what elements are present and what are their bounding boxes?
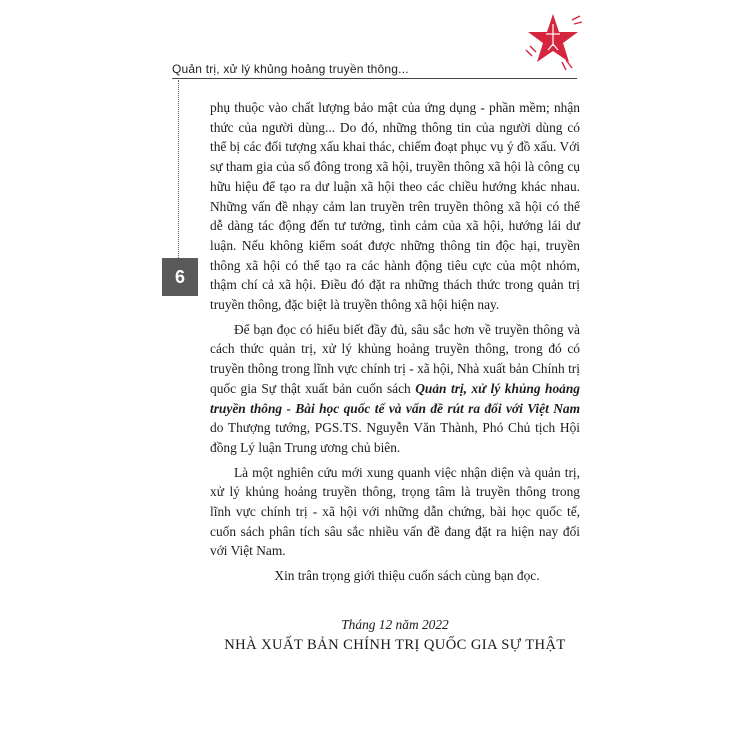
paragraph-2-outro: do Thượng tướng, PGS.TS. Nguyễn Văn Thành, Phó Chủ tịch Hội đồng Lý luận Trung ương chủ biên. [210,420,580,455]
paragraph-3: Là một nghiên cứu mới xung quanh việc nhận diện và quản trị, xử lý khủng hoảng truyền thông, trọng tâm là truyền thông trong lĩnh vực chính trị - xã hội với những dẫn chứng, bài học quốc tế, cuốn sách phân tích sâu sắc nhiều vấn đề đang đặt ra hiện nay đối với Việt Nam. [210,464,580,559]
header-rule [172,78,577,79]
body-text [210,98,580,586]
paragraph-2 [210,320,580,458]
star-logo-icon [522,10,584,72]
signature-date: Tháng 12 năm 2022 [341,617,449,632]
signature-publisher: NHÀ XUẤT BẢN CHÍNH TRỊ QUỐC GIA SỰ THẬT [224,637,566,653]
paragraph-2-intro: Để bạn đọc có hiểu biết đầy đủ, sâu sắc hơn về truyền thông và cách thức quản trị, xử lý khủng hoảng truyền thông, trong đó có truyền thông trong lĩnh vực chính trị - xã hội, Nhà xuất bản Chính trị quốc gia Sự thật xuất bản cuốn sách [210,321,580,396]
running-header: Quản trị, xử lý khủng hoảng truyền thông... [172,62,409,76]
page-number: 6 [162,258,198,296]
closing-line: Xin trân trọng giới thiệu cuốn sách cùng bạn đọc. [274,568,540,584]
book-title: Quản trị, xử lý khủng hoảng truyền thông - Bài học quốc tế và vấn đề rút ra đối với Việt Nam [210,380,580,416]
margin-dotted-line [178,80,179,258]
paragraph-1: phụ thuộc vào chất lượng bảo mật của ứng dụng - phần mềm; nhận thức của người dùng... Do đó, những thông tin của người dùng có thể bị các đối tượng xấu khai thác, chiếm đoạt phục vụ ý đồ xấu. Với sự tham gia của số đông trong xã hội, truyền thông xã hội là công cụ hữu hiệu để tạo ra dư luận xã hội theo các chiều hướng khác nhau. Những vấn đề nhạy cảm lan truyền trên truyền thông xã hội có thể dễ dàng tác động đến tư tưởng, tình cảm của xã hội, hướng lái dư luận. Nếu không kiểm soát được những thông tin độc hại, truyền thông xã hội có thể tạo ra các hành động tiêu cực của một nhóm, thậm chí cả xã hội. Điều đó đặt ra những thách thức trong quản trị truyền thông, đặc biệt là truyền thông xã hội hiện nay. [210,100,580,313]
